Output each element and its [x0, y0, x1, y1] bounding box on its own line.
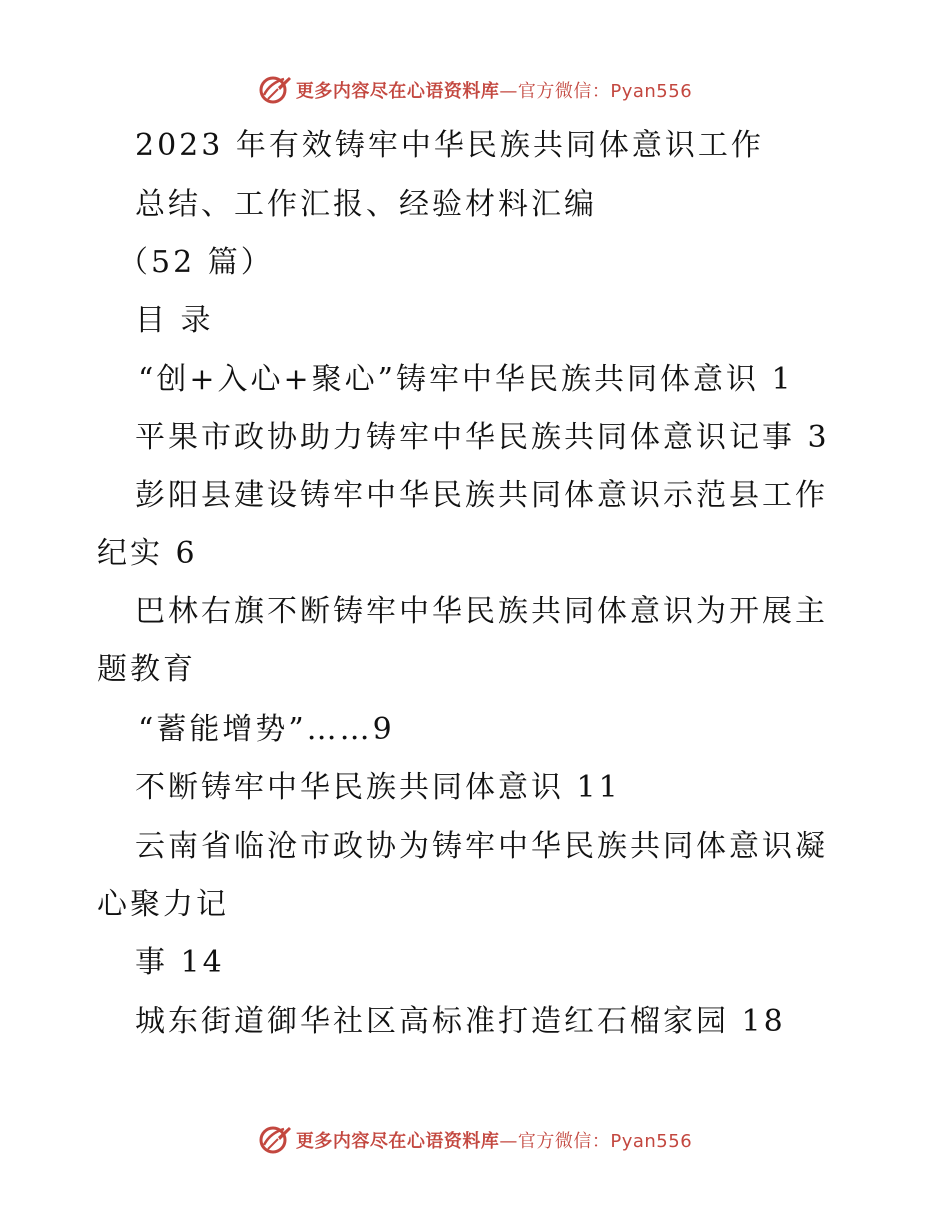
footer-banner-main: 更多内容尽在心语资料库	[295, 1131, 500, 1152]
toc-line: 事 14	[135, 945, 225, 980]
header-banner-text	[296, 77, 692, 103]
document-count: （52 篇）	[118, 245, 274, 280]
footer-banner-wechat: 官方微信：Pyan556	[517, 1131, 693, 1152]
footer-banner	[0, 1120, 950, 1160]
footer-banner-dash: —	[499, 1131, 518, 1152]
toc-line: 题教育	[97, 652, 196, 687]
toc-line: 不断铸牢中华民族共同体意识 11	[135, 770, 621, 805]
toc-line: 彭阳县建设铸牢中华民族共同体意识示范县工作	[135, 478, 828, 513]
toc-heading: 目 录	[135, 303, 214, 338]
pen-logo-icon	[258, 1123, 292, 1157]
document-title-line-1: 2023 年有效铸牢中华民族共同体意识工作	[135, 128, 764, 163]
toc-line: 纪实 6	[97, 536, 198, 571]
toc-line: 巴林右旗不断铸牢中华民族共同体意识为开展主	[135, 594, 828, 629]
header-banner	[0, 70, 950, 110]
toc-line: 平果市政协助力铸牢中华民族共同体意识记事 3	[135, 420, 830, 455]
pen-logo-icon	[258, 73, 292, 107]
toc-line: 心聚力记	[97, 887, 229, 922]
header-banner-main: 更多内容尽在心语资料库	[295, 81, 500, 102]
toc-line: 云南省临沧市政协为铸牢中华民族共同体意识凝	[135, 829, 828, 864]
toc-line: 城东街道御华社区高标准打造红石榴家园 18	[135, 1004, 786, 1039]
toc-line: “创+入心+聚心”铸牢中华民族共同体意识 1	[138, 362, 794, 397]
footer-banner-text	[296, 1127, 692, 1153]
toc-line: “蓄能增势”……9	[138, 712, 395, 747]
header-banner-dash: —	[499, 81, 518, 102]
document-title-line-2: 总结、工作汇报、经验材料汇编	[135, 187, 597, 222]
header-banner-wechat: 官方微信：Pyan556	[517, 81, 693, 102]
